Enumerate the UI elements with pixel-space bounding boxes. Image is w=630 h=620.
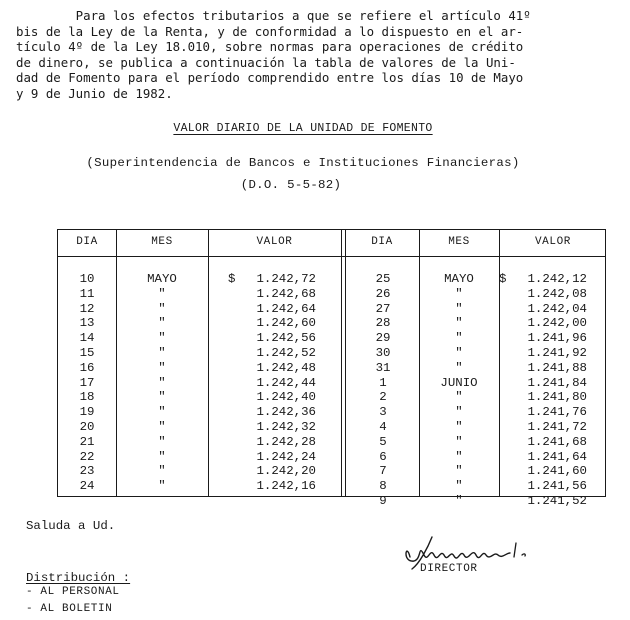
table-cell-valor: 1.242,56 [256, 331, 316, 346]
table-cell-dia: 16 [79, 360, 95, 375]
table-cell-valor: 1.241,52 [527, 493, 587, 508]
table-cell-dia: 13 [79, 316, 95, 331]
table-cell-mes: " [455, 434, 463, 449]
table-cell-valor: 1.242,12 [527, 272, 587, 286]
center-divider [345, 230, 346, 496]
distribution-item: - AL PERSONAL [26, 586, 120, 598]
left-dia-column [68, 272, 106, 494]
table-cell-mes: " [158, 375, 166, 390]
table-cell-valor: 1.242,20 [256, 464, 316, 479]
currency-symbol: $ [228, 272, 236, 286]
table-cell-mes: " [455, 286, 463, 301]
table-cell-valor: 1.242,72 [256, 272, 316, 286]
table-cell-valor: 1.242,32 [256, 419, 316, 434]
table-cell-dia: 11 [79, 286, 95, 301]
table-cell-valor: 1.241,60 [527, 464, 587, 479]
table-cell-valor: 1.242,64 [256, 301, 316, 316]
intro-line: dad de Fomento para el período comprendido entre los días 10 de Mayo [16, 70, 524, 86]
header-dia: DIA [76, 236, 98, 248]
table-cell-dia: 9 [379, 493, 387, 508]
table-cell-valor: 1.242,28 [256, 434, 316, 449]
table-cell-mes: " [455, 419, 463, 434]
table-cell-mes: " [158, 331, 166, 346]
table-cell-valor: 1.242,16 [256, 479, 316, 494]
table-cell-mes: " [158, 449, 166, 464]
table-cell-valor: 1.242,60 [256, 316, 316, 331]
table-cell-mes: " [158, 464, 166, 479]
table-cell-mes: " [455, 390, 463, 405]
table-cell-dia: 2 [379, 390, 387, 405]
table-cell-mes: " [455, 449, 463, 464]
table-cell-valor: 1.241,56 [527, 479, 587, 494]
table-cell-dia: 7 [379, 464, 387, 479]
table-cell-dia: 27 [375, 301, 391, 316]
table-cell-valor: 1.241,64 [527, 449, 587, 464]
table-cell-valor: 1.242,04 [527, 301, 587, 316]
table-cell-valor: 1.242,68 [256, 286, 316, 301]
distribution-title: Distribución : [26, 571, 131, 585]
currency-symbol: $ [499, 272, 507, 286]
signer-title: DIRECTOR [420, 563, 478, 575]
issuer-subtitle: (Superintendencia de Bancos e Instituciones Financieras) [86, 156, 520, 170]
table-cell-dia: 20 [79, 419, 95, 434]
table-cell-mes: " [158, 345, 166, 360]
table-cell-dia: 4 [379, 419, 387, 434]
uf-value-table [57, 229, 606, 508]
table-cell-dia: 6 [379, 449, 387, 464]
table-cell-dia: 25 [375, 272, 391, 286]
table-cell-valor: 1.241,88 [527, 360, 587, 375]
table-cell-mes: MAYO [444, 272, 474, 286]
column-divider [208, 230, 209, 496]
header-rule [58, 256, 605, 257]
table-cell-dia: 8 [379, 479, 387, 494]
table-cell-valor: 1.242,52 [256, 345, 316, 360]
table-cell-mes: " [455, 479, 463, 494]
table-cell-dia: 26 [375, 286, 391, 301]
table-cell-dia: 21 [79, 434, 95, 449]
table-cell-dia: 3 [379, 405, 387, 420]
header-valor: VALOR [534, 236, 571, 248]
left-valor-column [228, 272, 316, 494]
gazette-reference: (D.O. 5-5-82) [240, 178, 342, 192]
intro-line: Para los efectos tributarios a que se refiere el artículo 41º [16, 8, 531, 23]
table-cell-dia: 28 [375, 316, 391, 331]
intro-paragraph [16, 8, 616, 102]
table-cell-valor: 1.241,80 [527, 390, 587, 405]
header-valor: VALOR [256, 236, 293, 248]
table-cell-mes: " [455, 405, 463, 420]
table-cell-mes: " [455, 316, 463, 331]
table-cell-dia: 31 [375, 360, 391, 375]
intro-line: bis de la Ley de la Renta, y de conformidad a lo dispuesto en el ar- [16, 23, 524, 39]
table-cell-mes: " [158, 360, 166, 375]
table-cell-dia: 22 [79, 449, 95, 464]
table-cell-dia: 12 [79, 301, 95, 316]
table-cell-mes: " [158, 390, 166, 405]
table-cell-mes: " [455, 331, 463, 346]
table-cell-valor: 1.242,44 [256, 375, 316, 390]
table-cell-dia: 29 [375, 331, 391, 346]
table-cell-mes: " [455, 345, 463, 360]
table-cell-valor: 1.241,96 [527, 331, 587, 346]
table-cell-dia: 15 [79, 345, 95, 360]
table-cell-mes: " [158, 479, 166, 494]
header-dia: DIA [371, 236, 393, 248]
table-cell-mes: " [455, 493, 463, 508]
closing-salutation: Saluda a Ud. [26, 519, 116, 533]
table-cell-mes: " [158, 405, 166, 420]
table-cell-dia: 14 [79, 331, 95, 346]
table-cell-dia: 24 [79, 479, 95, 494]
table-cell-mes: " [455, 464, 463, 479]
table-cell-dia: 18 [79, 390, 95, 405]
table-cell-dia: 1 [379, 375, 387, 390]
table-cell-mes: " [158, 434, 166, 449]
table-cell-valor: 1.241,68 [527, 434, 587, 449]
right-dia-column [353, 272, 413, 509]
table-cell-dia: 17 [79, 375, 95, 390]
table-cell-valor: 1.242,08 [527, 286, 587, 301]
table-cell-valor: 1.242,24 [256, 449, 316, 464]
table-cell-dia: 19 [79, 405, 95, 420]
table-cell-valor: 1.241,84 [527, 375, 587, 390]
intro-line: tículo 4º de la Ley 18.010, sobre normas para operaciones de crédito [16, 39, 524, 55]
table-cell-valor: 1.241,76 [527, 405, 587, 420]
intro-line: de dinero, se publica a continuación la tabla de valores de la Uni- [16, 54, 516, 70]
table-title: VALOR DIARIO DE LA UNIDAD DE FOMENTO [173, 122, 433, 135]
table-cell-valor: 1.242,00 [527, 316, 587, 331]
header-mes: MES [151, 236, 173, 248]
table-cell-dia: 5 [379, 434, 387, 449]
table-cell-valor: 1.242,48 [256, 360, 316, 375]
right-valor-column [499, 272, 587, 509]
table-cell-mes: " [158, 301, 166, 316]
right-mes-column [419, 272, 499, 509]
table-cell-valor: 1.241,92 [527, 345, 587, 360]
left-mes-column [116, 272, 208, 494]
table-cell-valor: 1.242,40 [256, 390, 316, 405]
table-cell-dia: 23 [79, 464, 95, 479]
table-cell-mes: JUNIO [440, 375, 478, 390]
intro-line: y 9 de Junio de 1982. [16, 85, 173, 101]
table-cell-valor: 1.242,36 [256, 405, 316, 420]
table-cell-mes: " [455, 301, 463, 316]
distribution-item: - AL BOLETIN [26, 603, 113, 615]
table-cell-mes: " [158, 286, 166, 301]
table-cell-mes: " [158, 419, 166, 434]
table-cell-mes: " [158, 316, 166, 331]
table-cell-dia: 30 [375, 345, 391, 360]
center-divider [341, 230, 342, 496]
table-cell-dia: 10 [79, 272, 95, 286]
table-cell-mes: " [455, 360, 463, 375]
header-mes: MES [448, 236, 470, 248]
table-cell-valor: 1.241,72 [527, 419, 587, 434]
table-cell-mes: MAYO [147, 272, 177, 286]
